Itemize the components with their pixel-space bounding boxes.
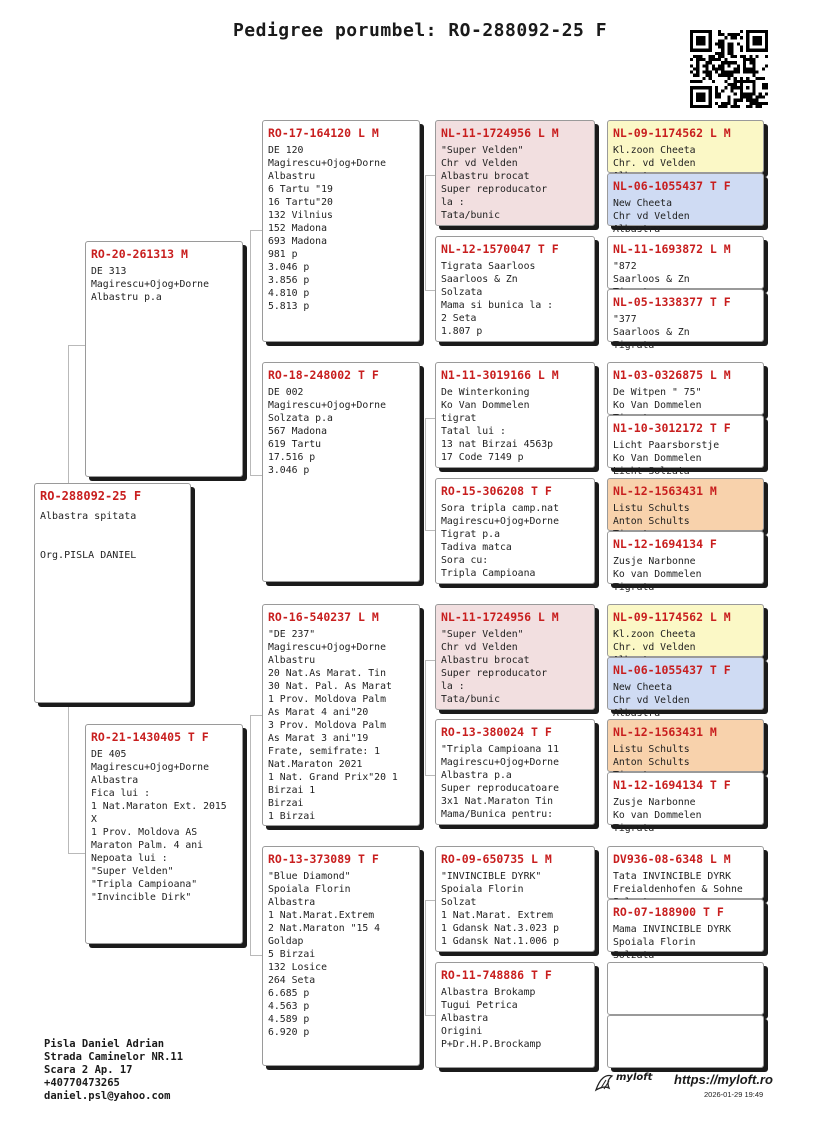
- ring-number: NL-05-1338377 T F: [613, 295, 731, 309]
- pedigree-line: Albastru brocat: [441, 655, 530, 666]
- pedigree-line: Albastra: [91, 775, 139, 786]
- pedigree-line: Spoiala Florin: [268, 884, 351, 895]
- grandparents-card[interactable]: [262, 846, 420, 1066]
- ggparents-card[interactable]: [435, 478, 595, 584]
- pedigree-line: Saarloos & Zn: [613, 327, 690, 338]
- pedigree-line: Listu Schults: [613, 744, 690, 755]
- ring-number: NL-12-1694134 F: [613, 537, 717, 551]
- pedigree-line: Ko van Dommelen: [613, 569, 702, 580]
- gggparents-card[interactable]: [607, 362, 764, 415]
- pedigree-line: 6.920 p: [268, 1027, 310, 1038]
- pedigree-line: Kl.zoon Cheeta: [613, 145, 696, 156]
- pedigree-line: Sora cu:: [441, 555, 489, 566]
- pedigree-line: 2 Seta: [441, 313, 477, 324]
- gggparents-card[interactable]: [607, 478, 764, 531]
- owner-phone: +40770473265: [44, 1077, 120, 1089]
- pedigree-line: Licht Solzata: [613, 466, 690, 477]
- pedigree-line: Chr vd Velden: [441, 158, 518, 169]
- grandparents-card[interactable]: [262, 362, 420, 582]
- pedigree-line: 1 Birzai: [268, 811, 316, 822]
- pedigree-line: As Marat 4 ani"20: [268, 707, 369, 718]
- pedigree-line: 3x1 Nat.Maraton Tin: [441, 796, 554, 807]
- pedigree-line: De Witpen " 75": [613, 387, 702, 398]
- pedigree-line: Anton Schults: [613, 516, 690, 527]
- ring-number: RO-13-373089 T F: [268, 852, 379, 866]
- pedigree-line: 152 Madona: [268, 223, 327, 234]
- pedigree-connector: [425, 900, 427, 1015]
- pedigree-line: Tadiva matca: [441, 542, 512, 553]
- ggparents-card[interactable]: [435, 362, 595, 468]
- pedigree-line: 1 Gdansk Nat.3.023 p: [441, 923, 559, 934]
- ring-number: NL-12-1563431 M: [613, 725, 717, 739]
- pedigree-line: Origini: [441, 1026, 483, 1037]
- pedigree-line: 132 Losice: [268, 962, 327, 973]
- pedigree-line: 6 Tartu "19: [268, 184, 333, 195]
- pedigree-line: Magirescu+Ojog+Dorne: [441, 757, 559, 768]
- ggparents-card[interactable]: [435, 120, 595, 226]
- parents-card[interactable]: [85, 241, 243, 477]
- pedigree-line: 6.685 p: [268, 988, 310, 999]
- qr-code: [690, 30, 768, 108]
- pedigree-line: Goldap: [268, 936, 304, 947]
- ring-number: N1-12-1694134 T F: [613, 778, 731, 792]
- pedigree-line: 1 Gdansk Nat.1.006 p: [441, 936, 559, 947]
- pedigree-line: 1 Prov. Moldova AS: [91, 827, 198, 838]
- pedigree-line: Albastru: [268, 171, 316, 182]
- owner-email: daniel.psl@yahoo.com: [44, 1090, 171, 1102]
- ring-number: NL-06-1055437 T F: [613, 179, 731, 193]
- gggparents-card[interactable]: [607, 899, 764, 961]
- gggparents-card[interactable]: [607, 531, 764, 593]
- ring-number: RO-07-188900 T F: [613, 905, 724, 919]
- pedigree-line: Nepoata lui :: [91, 853, 168, 864]
- pedigree-line: Birzai: [268, 798, 304, 809]
- owner-street: Strada Caminelor NR.11: [44, 1051, 184, 1063]
- pedigree-line: Birzai 1: [268, 785, 316, 796]
- pedigree-line: "872: [613, 261, 637, 272]
- pedigree-line: Mama INVINCIBLE DYRK: [613, 924, 731, 935]
- pedigree-line: 13 nat Birzai 4563p: [441, 439, 554, 450]
- ring-number: RO-15-306208 T F: [441, 484, 552, 498]
- pedigree-line: Ko Van Dommelen: [613, 400, 702, 411]
- pedigree-connector: [68, 345, 70, 483]
- pedigree-line: Chr. vd Velden: [613, 642, 696, 653]
- myloft-logo-text: myloft: [616, 1072, 653, 1083]
- pedigree-line: Mama/Bunica pentru:: [441, 809, 554, 820]
- pedigree-line: Tugui Petrica: [441, 1000, 518, 1011]
- pedigree-line: Magirescu+Ojog+Dorne: [91, 762, 209, 773]
- pedigree-line: Chr vd Velden: [441, 642, 518, 653]
- pedigree-connector: [250, 475, 262, 477]
- ring-number: NL-09-1174562 L M: [613, 126, 731, 140]
- pedigree-line: Magirescu+Ojog+Dorne: [268, 642, 386, 653]
- pedigree-line: Licht Paarsborstje: [613, 440, 720, 451]
- ring-number: RO-16-540237 L M: [268, 610, 379, 624]
- pedigree-connector: [425, 290, 435, 292]
- pedigree-line: 3.856 p: [268, 275, 310, 286]
- pedigree-line: Tatal lui :: [441, 426, 506, 437]
- pedigree-line: Ko van Dommelen: [613, 810, 702, 821]
- pedigree-line: Tigrata: [613, 340, 655, 351]
- pedigree-line: 3 Prov. Moldova Palm: [268, 720, 386, 731]
- pedigree-line: Magirescu+Ojog+Dorne: [268, 158, 386, 169]
- pedigree-line: Maraton Palm. 4 ani: [91, 840, 204, 851]
- gggparents-card[interactable]: [607, 236, 764, 289]
- gggparents-card[interactable]: [607, 120, 764, 173]
- ring-number: NL-11-1693872 L M: [613, 242, 731, 256]
- print-date: 2026-01-29 19:49: [704, 1090, 764, 1099]
- owner-contact: [44, 1038, 183, 1103]
- pedigree-line: Kl.zoon Cheeta: [613, 629, 696, 640]
- ggparents-card[interactable]: [435, 962, 595, 1068]
- ring-number: RO-11-748886 T F: [441, 968, 552, 982]
- pedigree-line: New Cheeta: [613, 198, 672, 209]
- ring-number: RO-13-380024 T F: [441, 725, 552, 739]
- pedigree-line: Sora tripla camp.nat: [441, 503, 559, 514]
- pedigree-line: Nat.Maraton 2021: [268, 759, 363, 770]
- pedigree-line: Tripla Campioana: [441, 568, 536, 579]
- pedigree-line: DE 002: [268, 387, 304, 398]
- gggparents-card[interactable]: [607, 772, 764, 834]
- pedigree-line: Albastra: [268, 897, 316, 908]
- pedigree-line: Chr vd Velden: [613, 211, 690, 222]
- gggparents-card[interactable]: [607, 604, 764, 657]
- pedigree-line: Anton Schults: [613, 757, 690, 768]
- pedigree-line: la :: [441, 681, 465, 692]
- pedigree-line: "Invincible Dirk": [91, 892, 192, 903]
- ring-number: NL-06-1055437 T F: [613, 663, 731, 677]
- pedigree-line: la :: [441, 197, 465, 208]
- pedigree-line: 1 Nat.Maraton Ext. 2015: [91, 801, 227, 812]
- pedigree-line: Zusje Narbonne: [613, 556, 696, 567]
- pedigree-line: Chr. vd Velden: [613, 158, 696, 169]
- pedigree-connector: [425, 530, 435, 532]
- pedigree-line: Albastra: [613, 224, 661, 235]
- pedigree-line: Zusje Narbonne: [613, 797, 696, 808]
- pedigree-line: 17 Code 7149 p: [441, 452, 524, 463]
- ggparents-card[interactable]: [435, 719, 595, 825]
- pedigree-line: Saarloos & Zn: [613, 274, 690, 285]
- pedigree-line: Solzata: [441, 287, 483, 298]
- gggparents-card[interactable]: [607, 719, 764, 772]
- ring-number: NL-12-1570047 T F: [441, 242, 559, 256]
- pedigree-connector: [250, 955, 262, 957]
- pedigree-connector: [425, 660, 427, 775]
- pedigree-line: DE 313: [91, 266, 127, 277]
- ring-number: N1-11-3019166 L M: [441, 368, 559, 382]
- parents-card[interactable]: [85, 724, 243, 944]
- gggparents-card[interactable]: [607, 415, 764, 477]
- pedigree-line: 1 Nat.Marat.Extrem: [268, 910, 375, 921]
- pedigree-line: Tata/bunic: [441, 210, 500, 221]
- pedigree-line: 981 p: [268, 249, 298, 260]
- pedigree-line: Super reproducatoare: [441, 783, 559, 794]
- ring-number: RO-17-164120 L M: [268, 126, 379, 140]
- pedigree-line: Albastra p.a: [441, 770, 512, 781]
- pedigree-line: Spoiala Florin: [613, 937, 696, 948]
- pedigree-line: Tigrata Saarloos: [441, 261, 536, 272]
- gggparents-card[interactable]: [607, 657, 764, 719]
- pedigree-line: "Super Velden": [441, 629, 524, 640]
- pedigree-line: Tigrat p.a: [441, 529, 500, 540]
- pedigree-line: Tigrata: [613, 823, 655, 834]
- pedigree-line: X: [91, 814, 97, 825]
- pedigree-line: 20 Nat.As Marat. Tin: [268, 668, 386, 679]
- pedigree-line: "Tripla Campioana": [91, 879, 198, 890]
- pedigree-line: 17.516 p: [268, 452, 316, 463]
- pedigree-line: Solzat: [441, 897, 477, 908]
- pedigree-line: Albastru brocat: [441, 171, 530, 182]
- ring-number: RO-20-261313 M: [91, 247, 188, 261]
- ring-number: NL-11-1724956 L M: [441, 126, 559, 140]
- pedigree-line: Albastru: [268, 655, 316, 666]
- owner-name: Pisla Daniel Adrian: [44, 1038, 165, 1050]
- pedigree-line: Magirescu+Ojog+Dorne: [268, 400, 386, 411]
- pedigree-line: 2 Nat.Maraton "15 4: [268, 923, 381, 934]
- pedigree-line: 1.807 p: [441, 326, 483, 337]
- pedigree-line: 619 Tartu: [268, 439, 322, 450]
- pedigree-connector: [68, 345, 86, 347]
- pedigree-line: Albastra: [441, 1013, 489, 1024]
- pedigree-line: 3.046 p: [268, 465, 310, 476]
- pedigree-line: Super reproducator: [441, 668, 548, 679]
- ring-number: RO-288092-25 F: [40, 489, 142, 503]
- pedigree-line: "INVINCIBLE DYRK": [441, 871, 542, 882]
- pedigree-line: Frate, semifrate: 1: [268, 746, 381, 757]
- pedigree-line: 3.046 p: [268, 262, 310, 273]
- pedigree-line: 264 Seta: [268, 975, 316, 986]
- pedigree-connector: [425, 1015, 435, 1017]
- pedigree-line: Fica lui :: [91, 788, 150, 799]
- pedigree-line: De Winterkoning: [441, 387, 530, 398]
- pedigree-line: New Cheeta: [613, 682, 672, 693]
- pedigree-line: 4.589 p: [268, 1014, 310, 1025]
- pedigree-line: DE 120: [268, 145, 304, 156]
- gggparents-card[interactable]: [607, 173, 764, 235]
- pedigree-line: Tigrata: [613, 582, 655, 593]
- gggparents-card[interactable]: [607, 846, 764, 899]
- pedigree-line: 4.563 p: [268, 1001, 310, 1012]
- pedigree-line: Chr vd Velden: [613, 695, 690, 706]
- grandparents-card[interactable]: [262, 120, 420, 342]
- pedigree-line: Magirescu+Ojog+Dorne: [441, 516, 559, 527]
- pedigree-line: DE 405: [91, 749, 127, 760]
- ring-number: NL-09-1174562 L M: [613, 610, 731, 624]
- pedigree-line: 693 Madona: [268, 236, 327, 247]
- page-title: Pedigree porumbel: RO-288092-25 F: [232, 20, 608, 41]
- grandparents-card[interactable]: [262, 604, 420, 826]
- pedigree-line: "Tripla Campioana 11: [441, 744, 559, 755]
- pedigree-line: Tata INVINCIBLE DYRK: [613, 871, 731, 882]
- pedigree-line: "Blue Diamond": [268, 871, 351, 882]
- pedigree-line: Albastru p.a: [91, 292, 162, 303]
- pedigree-line: As Marat 3 ani"19: [268, 733, 369, 744]
- pedigree-connector: [250, 715, 252, 955]
- pedigree-connector: [250, 230, 252, 475]
- ring-number: NL-12-1563431 M: [613, 484, 717, 498]
- pedigree-line: Spoiala Florin: [441, 884, 524, 895]
- ring-number: RO-18-248002 T F: [268, 368, 379, 382]
- ring-number: NL-11-1724956 L M: [441, 610, 559, 624]
- pedigree-line: 1 Nat.Marat. Extrem: [441, 910, 554, 921]
- pedigree-line: Solzata: [613, 950, 655, 961]
- pedigree-line: 4.810 p: [268, 288, 310, 299]
- pedigree-line: Albastra Brokamp: [441, 987, 536, 998]
- ring-number: RO-09-650735 L M: [441, 852, 552, 866]
- root-breeder: Org.PISLA DANIEL: [40, 550, 137, 561]
- pedigree-line: 5 Birzai: [268, 949, 316, 960]
- pedigree-line: Albastra: [613, 708, 661, 719]
- pedigree-line: Solzata p.a: [268, 413, 333, 424]
- pedigree-line: 132 Vilnius: [268, 210, 333, 221]
- pedigree-line: "Super Velden": [441, 145, 524, 156]
- pedigree-connector: [425, 175, 427, 290]
- pedigree-line: "DE 237": [268, 629, 316, 640]
- ring-number: N1-10-3012172 T F: [613, 421, 731, 435]
- root-card[interactable]: [34, 483, 191, 703]
- pedigree-line: tigrat: [441, 413, 477, 424]
- ggparents-card[interactable]: [435, 846, 595, 952]
- pedigree-line: Magirescu+Ojog+Dorne: [91, 279, 209, 290]
- pedigree-connector: [68, 703, 70, 853]
- website-link[interactable]: https://myloft.ro: [674, 1072, 773, 1087]
- root-color: Albastra spitata: [40, 511, 137, 522]
- ring-number: N1-03-0326875 L M: [613, 368, 731, 382]
- pedigree-line: Mama si bunica la :: [441, 300, 554, 311]
- pedigree-line: Saarloos & Zn: [441, 274, 518, 285]
- gggparents-card[interactable]: [607, 1015, 764, 1068]
- gggparents-card[interactable]: [607, 289, 764, 351]
- pedigree-line: Ko Van Dommelen: [441, 400, 530, 411]
- pedigree-line: 30 Nat. Pal. As Marat: [268, 681, 392, 692]
- pedigree-connector: [68, 853, 86, 855]
- pedigree-line: "377: [613, 314, 637, 325]
- pedigree-line: "Super Velden": [91, 866, 174, 877]
- ring-number: DV936-08-6348 L M: [613, 852, 731, 866]
- pedigree-connector: [425, 775, 435, 777]
- pedigree-line: Listu Schults: [613, 503, 690, 514]
- pedigree-line: 1 Prov. Moldova Palm: [268, 694, 386, 705]
- ring-number: RO-21-1430405 T F: [91, 730, 209, 744]
- pedigree-line: Freialdenhofen & Sohne: [613, 884, 743, 895]
- pedigree-line: 1 Nat. Grand Prix"20 1: [268, 772, 398, 783]
- pedigree-line: 5.813 p: [268, 301, 310, 312]
- pedigree-line: 16 Tartu"20: [268, 197, 333, 208]
- ggparents-card[interactable]: [435, 604, 595, 710]
- owner-apartment: Scara 2 Ap. 17: [44, 1064, 133, 1076]
- pedigree-line: Ko Van Dommelen: [613, 453, 702, 464]
- pedigree-line: Super reproducator: [441, 184, 548, 195]
- pedigree-line: Tata/bunic: [441, 694, 500, 705]
- ggparents-card[interactable]: [435, 236, 595, 342]
- pedigree-line: P+Dr.H.P.Brockamp: [441, 1039, 542, 1050]
- pedigree-line: 567 Madona: [268, 426, 327, 437]
- pedigree-connector: [425, 418, 427, 530]
- gggparents-card[interactable]: [607, 962, 764, 1015]
